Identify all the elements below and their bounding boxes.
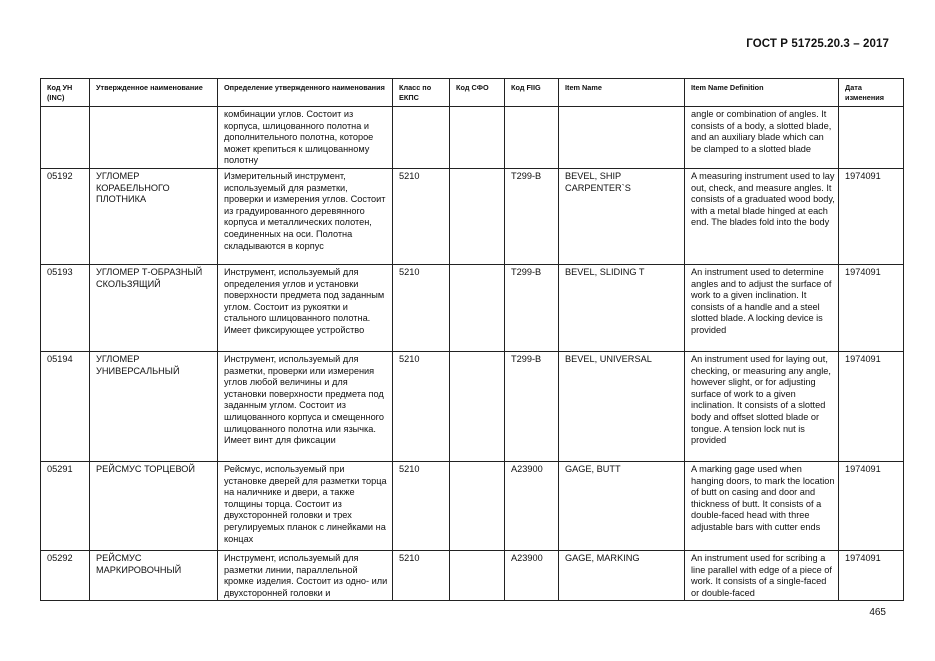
cell-code: 05192 (41, 168, 90, 264)
table-row (41, 264, 904, 351)
cell-ekps (393, 107, 450, 169)
cell-item-name: GAGE, BUTT (559, 461, 685, 550)
table-row (41, 550, 904, 600)
cell-code (41, 107, 90, 169)
cell-code: 05292 (41, 550, 90, 600)
col-header-approved-name: Утвержденное наименование (90, 79, 218, 107)
cell-name: УГЛОМЕР УНИВЕРСАЛЬНЫЙ (90, 351, 218, 461)
cell-item-definition: An instrument used to determine angles and to adjust the surface of work to a given inclination. It consists of a handle and a steel slotted blade. A locking device is provided (685, 264, 839, 351)
page-number: 465 (869, 607, 886, 618)
cell-sfo (450, 107, 505, 169)
cell-fiig: A23900 (505, 461, 559, 550)
cell-item-definition: angle or combination of angles. It consists of a body, a slotted blade, and an auxiliary blade which can be clamped to a slotted blade (685, 107, 839, 169)
col-header-date: Дата изменения (839, 79, 904, 107)
cell-name: УГЛОМЕР КОРАБЕЛЬНОГО ПЛОТНИКА (90, 168, 218, 264)
cell-definition: Рейсмус, используемый при установке дверей для разметки торца на наличнике и двери, а также толщины торца. Состоит из двухсторонней головки и трех регулируемых планок с линейками на концах (218, 461, 393, 550)
cell-item-name: BEVEL, SHIP CARPENTER`S (559, 168, 685, 264)
cell-name (90, 107, 218, 169)
cell-ekps: 5210 (393, 168, 450, 264)
cell-fiig (505, 107, 559, 169)
col-header-fiig: Код FIIG (505, 79, 559, 107)
cell-sfo (450, 351, 505, 461)
cell-date: 1974091 (839, 168, 904, 264)
cell-date: 1974091 (839, 461, 904, 550)
cell-item-name (559, 107, 685, 169)
cell-name: РЕЙСМУС ТОРЦЕВОЙ (90, 461, 218, 550)
table-row (41, 351, 904, 461)
cell-name: УГЛОМЕР Т-ОБРАЗНЫЙ СКОЛЬЗЯЩИЙ (90, 264, 218, 351)
cell-item-name: GAGE, MARKING (559, 550, 685, 600)
cell-date: 1974091 (839, 351, 904, 461)
cell-name: РЕЙСМУС МАРКИРОВОЧНЫЙ (90, 550, 218, 600)
col-header-sfo: Код СФО (450, 79, 505, 107)
cell-sfo (450, 264, 505, 351)
cell-code: 05193 (41, 264, 90, 351)
cell-ekps: 5210 (393, 461, 450, 550)
cell-item-name: BEVEL, UNIVERSAL (559, 351, 685, 461)
cell-definition: Инструмент, используемый для определения углов и установки поверхности предмета под заданным углом. Состоит из рукоятки и стального шлицованного полотна. Имеет фиксирующее устройство (218, 264, 393, 351)
cell-code: 05194 (41, 351, 90, 461)
cell-fiig: T299-B (505, 264, 559, 351)
cell-date (839, 107, 904, 169)
table-row (41, 461, 904, 550)
cell-fiig: T299-B (505, 168, 559, 264)
col-header-ekps: Класс по ЕКПС (393, 79, 450, 107)
cell-sfo (450, 550, 505, 600)
col-header-inc: Код УН (INC) (41, 79, 90, 107)
cell-item-definition: A marking gage used when hanging doors, to mark the location of butt on casing and door and thickness of butt. It consists of a double-faced head with three adjustable bars with cutter ends (685, 461, 839, 550)
cell-item-name: BEVEL, SLIDING T (559, 264, 685, 351)
table-row (41, 168, 904, 264)
table-header-row (41, 79, 904, 107)
cell-definition: Инструмент, используемый для разметки линии, параллельной кромке изделия. Состоит из одно- или двухсторонней головки и (218, 550, 393, 600)
col-header-item-name: Item Name (559, 79, 685, 107)
cell-sfo (450, 461, 505, 550)
cell-definition: Измерительный инструмент, используемый для разметки, проверки и измерения углов. Состоит из градуированного деревянного корпуса и металлических полотен, соединенных на оси. Полотна складываются в корпус (218, 168, 393, 264)
cell-item-definition: A measuring instrument used to lay out, check, and measure angles. It consists of a graduated wood body, with a metal blade hinged at each end. The blades fold into the body (685, 168, 839, 264)
table-row (41, 107, 904, 169)
col-header-item-definition: Item Name Definition (685, 79, 839, 107)
classification-table (40, 78, 904, 601)
cell-ekps: 5210 (393, 264, 450, 351)
cell-ekps: 5210 (393, 550, 450, 600)
cell-fiig: T299-B (505, 351, 559, 461)
cell-ekps: 5210 (393, 351, 450, 461)
cell-item-definition: An instrument used for scribing a line parallel with edge of a piece of work. It consists of a single-faced or double-faced (685, 550, 839, 600)
cell-fiig: A23900 (505, 550, 559, 600)
cell-date: 1974091 (839, 550, 904, 600)
document-header: ГОСТ Р 51725.20.3 – 2017 (746, 38, 889, 50)
cell-definition: комбинации углов. Состоит из корпуса, шлицованного полотна и дополнительного полотна, которое может крепиться к шлицованному полотну (218, 107, 393, 169)
col-header-definition: Определение утвержденного наименования (218, 79, 393, 107)
cell-definition: Инструмент, используемый для разметки, проверки или измерения углов любой величины и для установки поверхности предмета под заданным углом. Состоит из шлицованного корпуса и смещенного шлицованного полотна или язычка. Имеет винт для фиксации (218, 351, 393, 461)
cell-item-definition: An instrument used for laying out, checking, or measuring any angle, however slight, or for adjusting surface of work to a given inclination. It consists of a slotted body and offset slotted blade or tongue. A tension lock nut is provided (685, 351, 839, 461)
cell-sfo (450, 168, 505, 264)
cell-code: 05291 (41, 461, 90, 550)
cell-date: 1974091 (839, 264, 904, 351)
